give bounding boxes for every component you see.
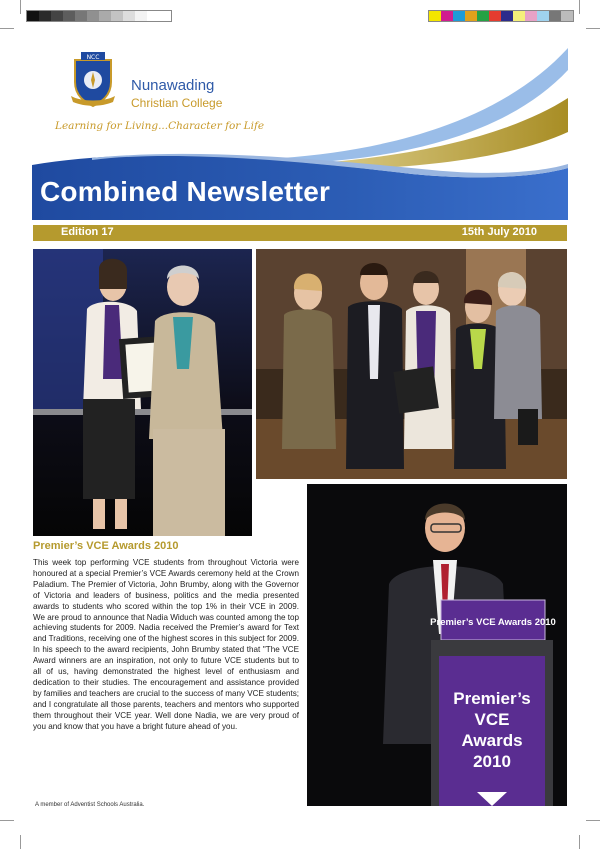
crop-mark — [20, 835, 21, 849]
photo-group — [256, 249, 567, 479]
podium-banner-line-2: VCE — [474, 710, 510, 729]
crop-mark — [586, 820, 600, 821]
crop-mark — [579, 0, 580, 14]
photo-premier-speech — [307, 484, 567, 806]
podium-banner-line-4: 2010 — [473, 752, 511, 771]
footer-note: A member of Adventist Schools Australia. — [35, 802, 145, 808]
color-calibration-bar — [428, 10, 574, 22]
edition-date: 15th July 2010 — [461, 226, 537, 238]
crop-mark — [579, 835, 580, 849]
school-subname: Christian College — [131, 96, 223, 110]
edition-number: Edition 17 — [61, 226, 114, 238]
newsletter-title: Combined Newsletter — [40, 176, 331, 207]
crest-initials: NCC — [86, 54, 100, 61]
crop-mark — [20, 0, 21, 14]
article-heading: Premier’s VCE Awards 2010 — [33, 540, 179, 552]
lectern-sign-text: Premier’s VCE Awards 2010 — [430, 617, 556, 628]
edition-bar — [33, 225, 567, 241]
school-crest-icon — [71, 52, 115, 108]
podium-banner-line-1: Premier’s — [453, 689, 531, 708]
crop-mark — [0, 820, 14, 821]
grayscale-calibration-bar — [26, 10, 172, 22]
podium-banner-line-3: Awards — [461, 731, 523, 750]
article-body: This week top performing VCE students from throughout Victoria were honoured at a special Premier’s VCE Awards ceremony held at the Crown Paladium. The Premier of Victoria, John Brumby, along with the Governor of Victoria and leaders of business, politics and the media presented awards to students who scored within the top 1% in their VCE in 2009. We are proud to announce that Nadia Widuch was counted among the top achieving students for 2009. Nadia received the Premier’s award for Text and Traditions, receiving one of the highest scores in this subject for 2009. In his speech to the award recipients, John Brumby stated that "The VCE Award winners are an inspiration, not only to future VCE students but to all of us, having demonstrated the highest level of enthusiasm and dedication to their studies. The encouragement and assistance provided by families and teachers are crucial to the success of many VCE students; and I congratulate all those parents, teachers and mentors who supported them throughout their VCE year. Well done Nadia, we are very proud of you and know that you have a bright future ahead of you. — [33, 558, 299, 731]
school-tagline: Learning for Living...Character for Life — [55, 120, 265, 132]
lectern-sign — [430, 600, 556, 640]
photo-award-presentation — [33, 249, 252, 536]
school-name: Nunawading — [131, 77, 215, 94]
crop-mark — [586, 28, 600, 29]
crop-mark — [0, 28, 14, 29]
podium-banner — [439, 656, 545, 806]
